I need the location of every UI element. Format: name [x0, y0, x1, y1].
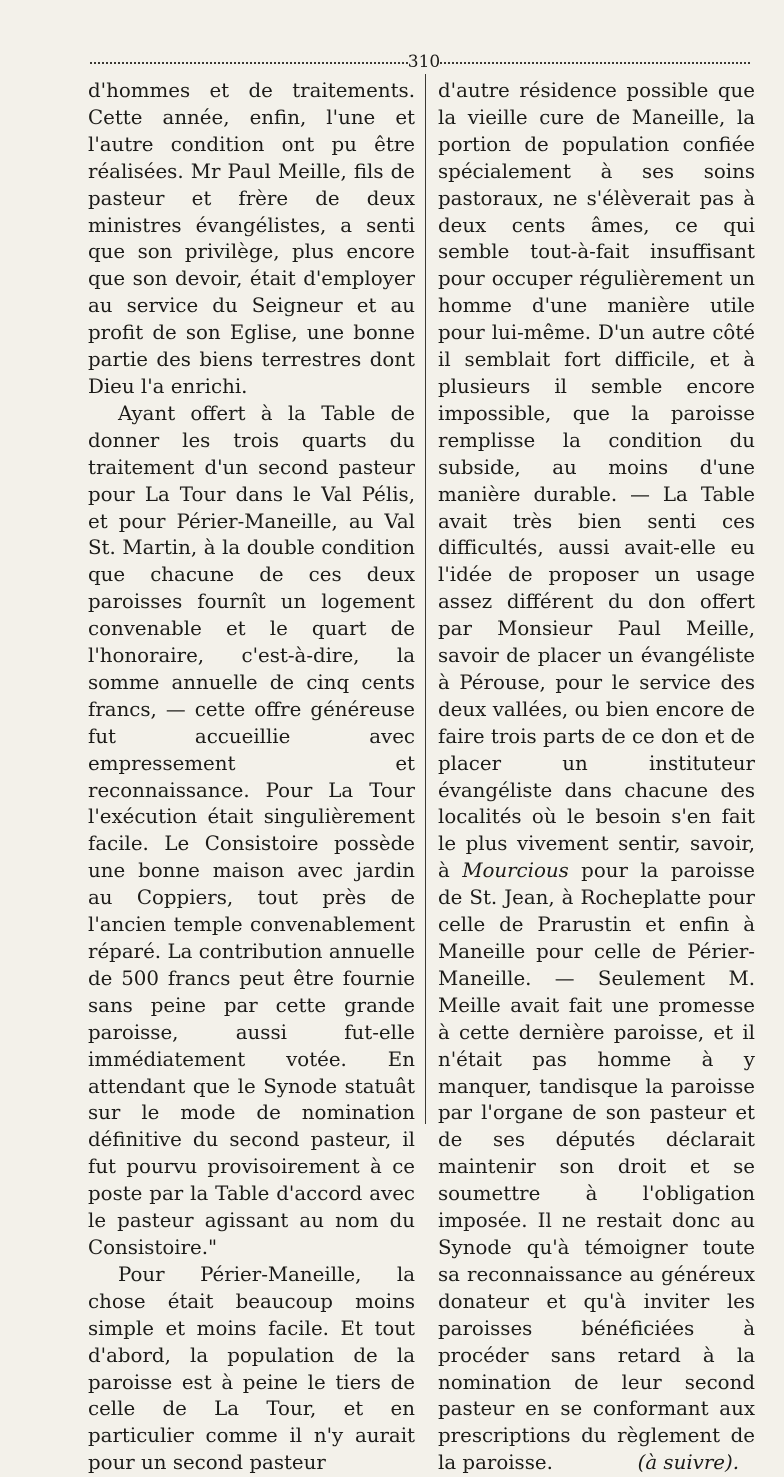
right-paragraph-1: [438, 78, 755, 1477]
left-paragraph-2: Ayant offert à la Table de donner les trois quarts du traitement d'un second pasteur pour La Tour dans le Val Pélis, et pour Périer-Maneille, au Val St. Martin, à la double condition que chacune de ces deux paroisses fournît un logement convenable et le quart de l'honoraire, c'est-à-dire, la somme annuelle de cinq cents francs, — cette offre généreuse fut accueillie avec empressement et reconnaissance. Pour La Tour l'exécution était singulièrement facile. Le Consistoire possède une bonne maison avec jardin au Coppiers, tout près de l'ancien temple convenablement réparé. La contribution annuelle de 500 francs peut être fournie sans peine par cette grande paroisse, aussi fut-elle immédiatement votée. En attendant que le Synode statuât sur le mode de nomination définitive du second pasteur, il fut pourvu provisoirement à ce poste par la Table d'accord avec le pasteur agissant au nom du Consistoire.": [88, 401, 415, 1259]
right-column: [438, 78, 755, 1477]
page-number: 310: [407, 52, 441, 72]
header-rule-right: [440, 62, 750, 64]
place-name-italic: Mourcious: [462, 859, 569, 883]
right-text-part-2: pour la paroisse de St. Jean, à Rocheplatte pour celle de Prarustin et enfin à Maneille pour celle de Périer-Maneille. — Seulement M. Meille avait fait une promesse à cette dernière paroisse, et il n'était pas homme à y manquer, tandisque la paroisse par l'organe de son pasteur et de ses députés déclarait maintenir son droit et se soumettre à l'obligation imposée. Il ne restait donc au Synode qu'à témoigner toute sa reconnaissance au généreux donateur et qu'à inviter les paroisses bénéficiées à procéder sans retard à la nomination de leur second pasteur en se conformant aux prescriptions du règlement de la paroisse.: [438, 859, 755, 1475]
left-paragraph-1: d'hommes et de traitements. Cette année, enfin, l'une et l'autre condition ont pu être réalisées. Mr Paul Meille, fils de pasteur et frère de deux ministres évangélistes, a senti que son privilège, plus encore que son devoir, était d'employer au service du Seigneur et au profit de son Eglise, une bonne partie des biens terrestres dont Dieu l'a enrichi.: [88, 79, 415, 398]
left-paragraph-3: Pour Périer-Maneille, la chose était beaucoup moins simple et moins facile. Et tout d'abord, la population de la paroisse est à peine le tiers de celle de La Tour, et en particulier comme il n'y aurait pour un second pasteur: [88, 1262, 415, 1475]
page-header: [90, 50, 750, 74]
to-be-continued: (à suivre).: [637, 1451, 739, 1475]
column-divider: [425, 74, 426, 1124]
right-text-part-1: d'autre résidence possible que la vieille cure de Maneille, la portion de population confiée spécialement à ses soins pastoraux, ne s'élèverait pas à deux cents âmes, ce qui semble tout-à-fait insuffisant pour occuper régulièrement un homme d'une manière utile pour lui-même. D'un autre côté il semblait fort difficile, et à plusieurs il semble encore impossible, que la paroisse remplisse la condition du subside, au moins d'une manière durable. — La Table avait très bien senti ces difficultés, aussi avait-elle eu l'idée de proposer un usage assez différent du don offert par Monsieur Paul Meille, savoir de placer un évangéliste à Pérouse, pour le service des deux vallées, ou bien encore de faire trois parts de ce don et de placer un instituteur évangéliste dans chacune des localités où le besoin s'en fait le plus vivement sentir, savoir, à: [438, 79, 755, 883]
header-rule-left: [90, 62, 408, 64]
left-column: [88, 78, 415, 1477]
